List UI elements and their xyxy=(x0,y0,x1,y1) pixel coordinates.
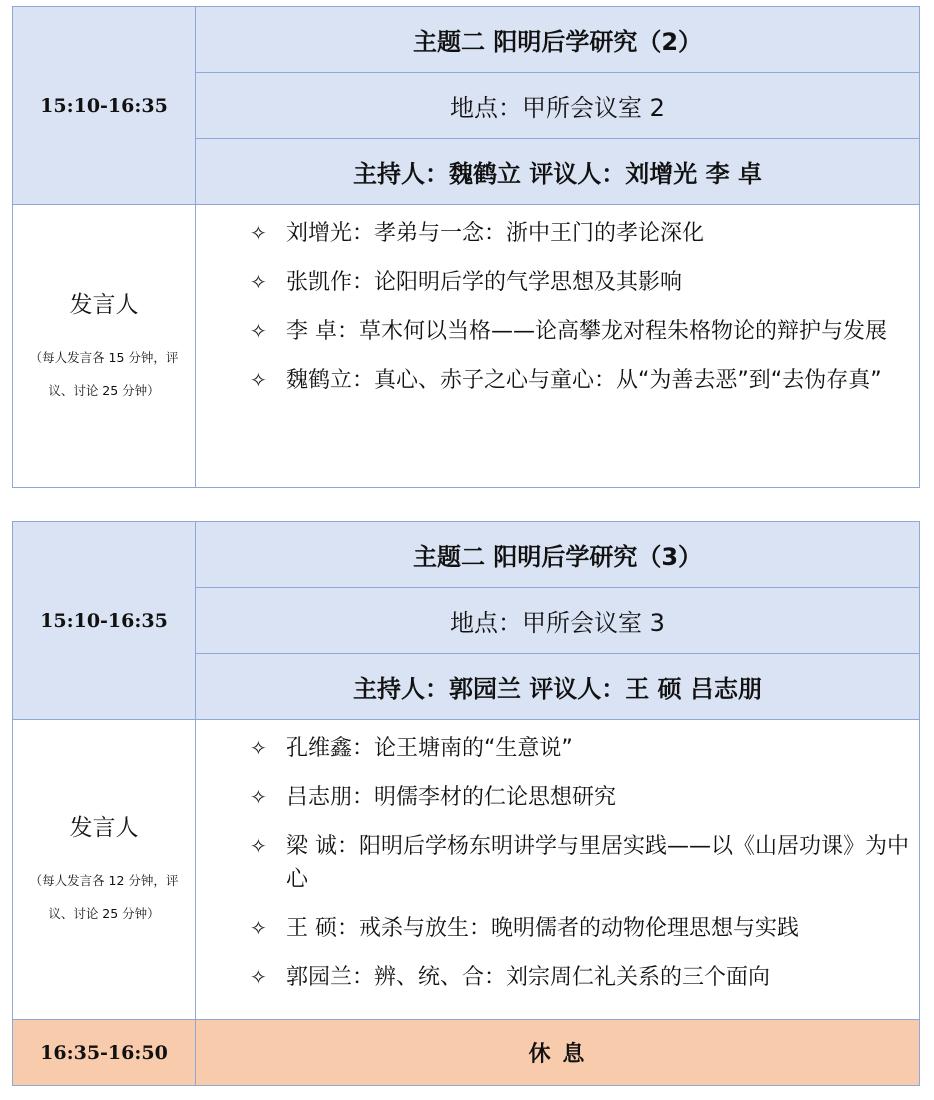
diamond-star-icon: ✧ xyxy=(250,736,267,760)
speaker-note: （每人发言各 12 分钟，评议、讨论 25 分钟） xyxy=(29,873,179,921)
break-label: 休 息 xyxy=(196,1020,920,1086)
talk-list xyxy=(250,732,911,994)
talk-text: 郭园兰：辨、统、合：刘宗周仁礼关系的三个面向 xyxy=(286,965,771,990)
session-table-1 xyxy=(12,6,920,488)
talk-text: 魏鹤立：真心、赤子之心与童心：从“为善去恶”到“去伪存真” xyxy=(286,368,882,393)
diamond-star-icon: ✧ xyxy=(250,916,267,940)
speaker-label: 发言人 xyxy=(69,291,139,318)
list-item xyxy=(250,315,911,348)
speaker-cell xyxy=(13,205,196,488)
speaker-label: 发言人 xyxy=(69,815,139,841)
session-hosts: 主持人：魏鹤立 评议人：刘增光 李 卓 xyxy=(196,139,920,205)
list-item xyxy=(250,912,911,945)
list-item xyxy=(250,266,911,299)
session-theme: 主题二 阳明后学研究（3） xyxy=(196,522,920,588)
diamond-star-icon: ✧ xyxy=(250,965,267,989)
talk-list-cell xyxy=(196,720,920,1020)
talk-text: 王 硕：戒杀与放生：晚明儒者的动物伦理思想与实践 xyxy=(286,916,799,941)
talk-list-cell xyxy=(196,205,920,488)
list-item xyxy=(250,732,911,765)
session-hosts: 主持人：郭园兰 评议人：王 硕 吕志朋 xyxy=(196,654,920,720)
talk-text: 孔维鑫：论王塘南的“生意说” xyxy=(286,736,573,761)
list-item xyxy=(250,217,911,250)
session-location: 地点：甲所会议室 3 xyxy=(196,588,920,654)
session-table-2 xyxy=(12,521,920,1086)
talk-list xyxy=(250,217,911,397)
diamond-star-icon: ✧ xyxy=(250,785,267,809)
diamond-star-icon: ✧ xyxy=(250,221,267,245)
list-item xyxy=(250,781,911,814)
session-time: 15:10-16:35 xyxy=(13,7,196,205)
diamond-star-icon: ✧ xyxy=(250,319,267,343)
talk-text: 吕志朋：明儒李材的仁论思想研究 xyxy=(286,785,617,810)
speaker-note: （每人发言各 15 分钟，评议、讨论 25 分钟） xyxy=(29,349,179,398)
diamond-star-icon: ✧ xyxy=(250,368,267,392)
list-item xyxy=(250,830,911,896)
list-item xyxy=(250,364,911,397)
talk-text: 刘增光：孝弟与一念：浙中王门的孝论深化 xyxy=(286,221,705,246)
break-time: 16:35-16:50 xyxy=(13,1020,196,1086)
talk-text: 梁 诚：阳明后学杨东明讲学与里居实践——以《山居功课》为中心 xyxy=(286,834,909,892)
talk-text: 张凯作：论阳明后学的气学思想及其影响 xyxy=(286,270,683,295)
speaker-cell xyxy=(13,720,196,1020)
session-location: 地点：甲所会议室 2 xyxy=(196,73,920,139)
diamond-star-icon: ✧ xyxy=(250,834,267,858)
diamond-star-icon: ✧ xyxy=(250,270,267,294)
session-theme: 主题二 阳明后学研究（2） xyxy=(196,7,920,73)
talk-text: 李 卓：草木何以当格——论高攀龙对程朱格物论的辩护与发展 xyxy=(286,319,887,344)
session-time: 15:10-16:35 xyxy=(13,522,196,720)
list-item xyxy=(250,961,911,994)
